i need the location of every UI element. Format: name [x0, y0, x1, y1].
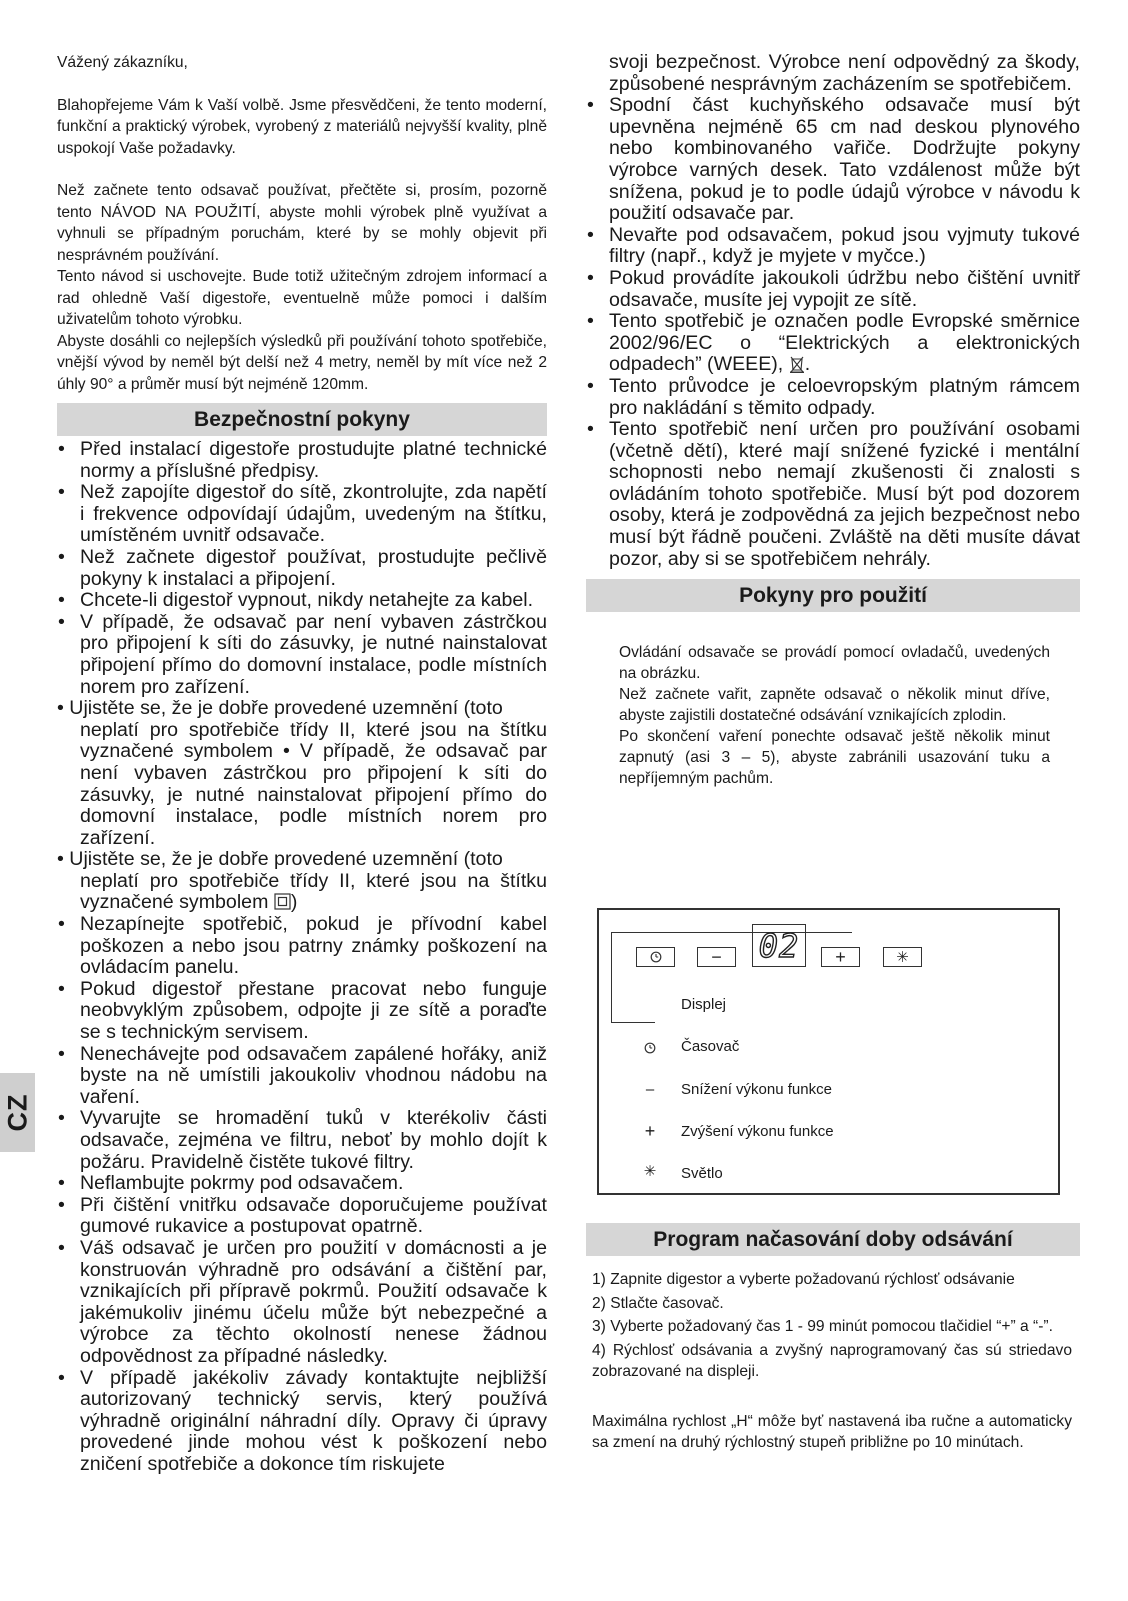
program-step: 4) Rýchlosť odsávania a zvyšný naprogramovaný čas sú striedavo zobrazované na displeji. [592, 1341, 1072, 1380]
program-step: 3) Vyberte požadovaný čas 1 - 99 minút pomocou tlačidiel “+” a “-”. [592, 1318, 1053, 1335]
legend-label: Displej [681, 996, 727, 1013]
program-section [586, 1223, 1080, 1454]
language-tab [0, 1073, 35, 1152]
list-item: • Spodní část kuchyňského odsavače musí být upevněna nejméně 65 cm nad deskou plynového nebo kombinovaného vařiče. Dodržujte pokyny výrobce varných desek. Tato vzdálenost může být snížena, pokud je to podle údajů výrobce v návodu k použití odsavače par. [586, 95, 1080, 225]
safety-heading: Bezpečnostní pokyny [57, 403, 547, 436]
list-item: • Chcete-li digestoř vypnout, nikdy netahejte za kabel. [57, 590, 547, 612]
list-item: • Nevařte pod odsavačem, pokud jsou vyjmuty tukové filtry (např., když je myjete v myčce.) [586, 225, 1080, 268]
minus-button[interactable] [697, 947, 736, 967]
minus-icon: − [711, 946, 722, 967]
legend-label: Světlo [681, 1165, 723, 1182]
intro-paragraph: Blahopřejeme Vám k Vaší volbě. Jsme přesvědčeni, že tento moderní, funkční a praktický výrobek, vyrobený z materiálů nejvyšší kvality, plně uspokojí Vaše požadavky. [57, 96, 547, 157]
usage-heading: Pokyny pro použití [586, 579, 1080, 612]
timer-button[interactable] [636, 947, 675, 967]
earth-lead: • Ujistěte se, že je dobře provedené uzemnění (toto [57, 697, 503, 720]
earth-item-1 [57, 698, 547, 849]
legend-label: Časovač [681, 1038, 740, 1055]
left-column [57, 52, 547, 1476]
clock-icon [640, 1038, 660, 1058]
light-button[interactable] [883, 947, 922, 967]
weee-bin-icon [789, 355, 805, 373]
list-item: • V případě, že odsavač par není vybaven zástrčkou pro připojení k síti do zásuvky, je nutné nainstalovat připojení přímo do domovní instalace, podle místních norem pro zařízení. [57, 612, 547, 698]
earth-close: ) [290, 891, 298, 914]
weee-text: Tento spotřebič je označen podle Evropské směrnice 2002/96/EC o “Elektrických a elektronických odpadech” (WEEE), [609, 310, 1080, 376]
weee-end: . [804, 353, 811, 376]
list-item: • Pokud digestoř přestane pracovat nebo funguje neobvyklým způsobem, odpojte ji ze sítě a poraďte se s technickým servisem. [57, 979, 547, 1044]
continuation-text: svoji bezpečnost. Výrobce není odpovědný za škody, způsobené nesprávným zacházením se spotřebičem. [609, 51, 1080, 95]
earth-rest: neplatí pro spotřebiče třídy II, které jsou na štítku vyznačené symbolem • V případě, že odsavač par není vybaven zástrčkou pro připojení k síti do zásuvky, je nutné nainstalovat připojení přímo do domovní instalace, podle místních norem pro zařízení. [80, 718, 547, 849]
list-item: • Před instalací digestoře prostudujte platné technické normy a příslušné předpisy. [57, 439, 547, 482]
earth-item-2 [57, 849, 547, 914]
intro-paragraph: Tento návod si uschovejte. Bude totiž užitečným zdrojem informací a rad ohledně Vaší digestoře, eventuelně může pomoci i dalším uživatelům tohoto výrobku. [57, 268, 547, 328]
light-icon: ✳ [896, 949, 909, 966]
usage-paragraph: Po skončení vaření ponechte odsavač ještě několik minut zapnutý (asi 3 – 5), abyste zabránili usazování tuku a nepříjemným pachům. [619, 728, 1050, 788]
list-item: • Neflambujte pokrmy pod odsavačem. [57, 1173, 547, 1195]
clock-icon [650, 947, 662, 968]
program-note: Maximálna rychlost „H“ môže byť nastavená iba ručne a automaticky sa zmení na druhý rýchlostný stupeň približne po 10 minútach. [592, 1412, 1072, 1451]
program-step: 2) Stlačte časovač. [592, 1294, 724, 1312]
list-item-weee [586, 311, 1080, 376]
earth-lead: • Ujistěte se, že je dobře provedené uzemnění (toto [57, 848, 503, 871]
usage-paragraph: Než začnete vařit, zapněte odsavač o několik minut dříve, abyste zajistili dostatečné odsávání vznikajících zplodin. [619, 686, 1050, 725]
list-item: • Nenechávejte pod odsavačem zapálené hořáky, aniž byste na ně umístili jakoukoliv vhodnou nádobu na vaření. [57, 1044, 547, 1109]
safety-list [57, 439, 547, 698]
list-item: • Tento průvodce je celoevropským platným rámcem pro nakládání s těmito odpady. [586, 376, 1080, 419]
display-readout: 02 [752, 924, 806, 967]
list-item: • Vyvarujte se hromadění tuků v kterékoliv části odsavače, zejména ve filtru, neboť by mohlo dojít k požáru. Pravidelně čistěte tukové filtry. [57, 1108, 547, 1173]
program-body [592, 1269, 1072, 1454]
plus-icon: + [644, 1121, 656, 1141]
list-item: • V případě jakékoliv závady kontaktujte nejbližší autorizovaný technický servis, který používá výhradně originální náhradní díly. Opravy či úpravy provedené jinde mohou vést k poškození nebo zničení spotřebiče a dokonce tím riskujete [57, 1368, 547, 1476]
list-item: • Váš odsavač je určen pro použití v domácnosti a je konstruován výhradně pro odsávání a čištění par, vznikajících při přípravě pokrmů. Použití odsavače k jakémukoliv jinému účelu může být nebezpečné a výrobce za těchto okolností nenese žádnou odpovědnost za případné následky. [57, 1238, 547, 1368]
plus-icon: + [835, 946, 846, 967]
list-item: • Než začnete digestoř používat, prostudujte pečlivě pokyny k instalaci a připojení. [57, 547, 547, 590]
panel-outline [611, 932, 852, 1023]
usage-text [619, 642, 1050, 789]
list-item: • Pokud provádíte jakoukoli údržbu nebo čištění uvnitř odsavače, musíte jej vypojit ze sítě. [586, 268, 1080, 311]
greeting: Vážený zákazníku, [57, 54, 188, 71]
safety-list-2 [57, 914, 547, 1475]
class-ii-symbol-icon [274, 893, 291, 910]
minus-icon: – [645, 1081, 655, 1098]
language-label: CZ [2, 1093, 32, 1132]
list-item: • Nezapínejte spotřebič, pokud je přívodní kabel poškozen a nebo jsou patrny známky poškození na ovládacím panelu. [57, 914, 547, 979]
usage-paragraph: Ovládání odsavače se provádí pomocí ovladačů, uvedených na obrázku. [619, 644, 1050, 683]
earth-rest: neplatí pro spotřebiče třídy II, které jsou na štítku vyznačené symbolem [80, 869, 547, 914]
legend-label: Snížení výkonu funkce [681, 1081, 832, 1098]
safety-list-3 [586, 95, 1080, 570]
intro-paragraph: Než začnete tento odsavač používat, přečtěte si, prosím, pozorně tento NÁVOD NA POUŽITÍ, abyste mohli výrobek plně využívat a vyhnuli se případným poruchám, které by se mohly objevit při nesprávném používání. [57, 182, 547, 264]
list-item: • Při čištění vnitřku odsavače doporučujeme používat gumové rukavice a postupovat opatrně. [57, 1195, 547, 1238]
intro-paragraph: Abyste dosáhli co nejlepších výsledků při používání tohoto spotřebiče, vnější vývod by neměl být delší než 4 metry, neměl by mít více než 2 úhly 90° a průměr musí být nejméně 120mm. [57, 332, 547, 393]
light-icon: ✳ [643, 1163, 657, 1180]
list-item: • Tento spotřebič není určen pro používání osobami (včetně dětí), které mají snížené fyzické i mentální schopnosti nebo nemají zkušenosti či znalosti s ovládáním tohoto spotřebiče. Musí být pod dozorem osoby, která je zodpovědná za jejich bezpečnost nebo musí být řádně poučeni. Zvláště na děti musíte dávat pozor, aby si se spotřebičem nehrály. [586, 419, 1080, 570]
earth-rest-wrap [57, 871, 547, 914]
legend-label: Zvýšení výkonu funkce [681, 1123, 834, 1140]
program-step: 1) Zapnite digestor a vyberte požadovanú rýchlosť odsávanie [592, 1271, 1015, 1288]
program-heading: Program načasování doby odsávání [586, 1223, 1080, 1256]
list-item: • Než zapojíte digestoř do sítě, zkontrolujte, zda napětí i frekvence odpovídají údajům, uvedeným na štítku, umístěném uvnitř odsavače. [57, 482, 547, 547]
plus-button[interactable] [821, 947, 860, 967]
right-column [586, 52, 1080, 789]
